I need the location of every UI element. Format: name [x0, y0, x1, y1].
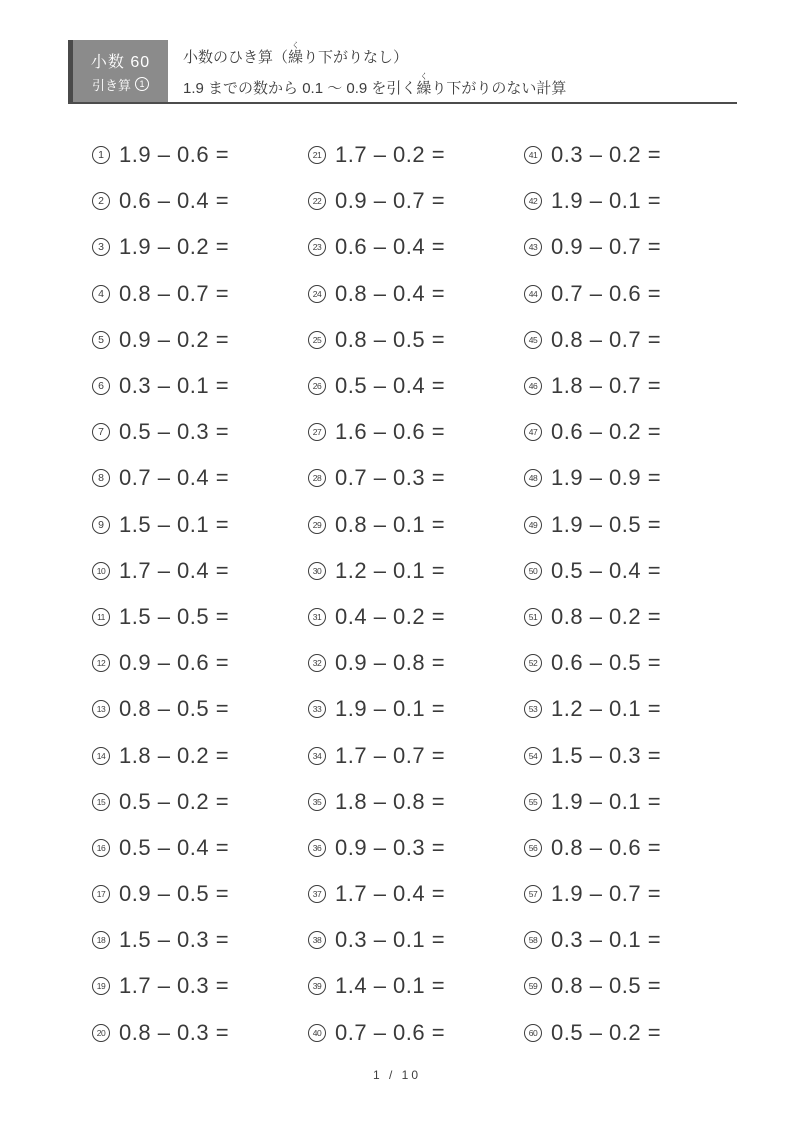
problem-expression: 1.5 – 0.5 = — [119, 603, 230, 629]
problem-expression: 1.9 – 0.2 = — [119, 234, 230, 260]
problem-number-badge: 56 — [524, 839, 542, 857]
problem-expression: 1.8 – 0.7 = — [551, 373, 662, 399]
problem-number-badge: 6 — [92, 377, 110, 395]
problem-row — [308, 132, 524, 178]
problem-expression: 1.9 – 0.5 = — [551, 511, 662, 537]
problem-number-badge: 54 — [524, 747, 542, 765]
problem-row — [308, 409, 524, 455]
problem-expression: 1.9 – 0.7 = — [551, 881, 662, 907]
problem-expression: 1.6 – 0.6 = — [335, 419, 446, 445]
problem-number-badge: 30 — [308, 562, 326, 580]
problem-number-badge: 53 — [524, 700, 542, 718]
problem-number-badge: 11 — [92, 608, 110, 626]
problem-number-badge: 13 — [92, 700, 110, 718]
problem-row — [308, 963, 524, 1009]
problem-row — [92, 594, 308, 640]
problem-row — [92, 224, 308, 270]
problem-number-badge: 7 — [92, 423, 110, 441]
problem-number-badge: 45 — [524, 331, 542, 349]
problem-number-badge: 34 — [308, 747, 326, 765]
problem-row — [92, 640, 308, 686]
problem-number-badge: 46 — [524, 377, 542, 395]
problem-row — [92, 455, 308, 501]
problem-expression: 0.8 – 0.5 = — [335, 326, 446, 352]
problem-expression: 0.8 – 0.4 = — [335, 280, 446, 306]
problem-row — [308, 779, 524, 825]
problem-row — [308, 825, 524, 871]
problem-number-badge: 28 — [308, 469, 326, 487]
problem-expression: 0.5 – 0.4 = — [119, 834, 230, 860]
problem-expression: 1.9 – 0.6 = — [119, 142, 230, 168]
problem-row — [524, 732, 740, 778]
problem-expression: 1.8 – 0.8 = — [335, 788, 446, 814]
problem-row — [92, 1010, 308, 1056]
problem-row — [524, 409, 740, 455]
problem-number-badge: 19 — [92, 977, 110, 995]
problem-expression: 0.7 – 0.6 = — [335, 1019, 446, 1045]
subtitle-furigana: く — [416, 72, 432, 81]
problem-number-badge: 43 — [524, 238, 542, 256]
problem-expression: 0.7 – 0.4 = — [119, 465, 230, 491]
problem-row — [524, 455, 740, 501]
problem-expression: 1.9 – 0.1 = — [551, 188, 662, 214]
badge-number-circle: 1 — [135, 77, 149, 91]
title-text-post: り下がりなし） — [303, 49, 409, 66]
problem-expression: 1.7 – 0.2 = — [335, 142, 446, 168]
problem-number-badge: 49 — [524, 516, 542, 534]
problem-row — [92, 178, 308, 224]
problem-row — [308, 732, 524, 778]
problem-expression: 0.8 – 0.6 = — [551, 834, 662, 860]
problem-row — [308, 317, 524, 363]
problem-expression: 1.7 – 0.4 = — [119, 557, 230, 583]
problem-expression: 0.8 – 0.5 = — [551, 973, 662, 999]
problem-expression: 0.3 – 0.1 = — [551, 927, 662, 953]
problem-number-badge: 9 — [92, 516, 110, 534]
problem-expression: 0.5 – 0.4 = — [551, 557, 662, 583]
problem-number-badge: 5 — [92, 331, 110, 349]
problem-row — [92, 271, 308, 317]
header-titles — [168, 40, 737, 102]
title-furigana: く — [288, 41, 304, 50]
problem-number-badge: 24 — [308, 285, 326, 303]
problem-number-badge: 41 — [524, 146, 542, 164]
problem-number-badge: 26 — [308, 377, 326, 395]
problem-row — [524, 548, 740, 594]
title-text-pre: 小数のひき算（ — [183, 49, 289, 66]
problem-expression: 0.9 – 0.7 = — [335, 188, 446, 214]
problem-number-badge: 18 — [92, 931, 110, 949]
problem-expression: 0.8 – 0.5 = — [119, 696, 230, 722]
problem-number-badge: 12 — [92, 654, 110, 672]
problem-number-badge: 44 — [524, 285, 542, 303]
problem-row — [524, 594, 740, 640]
problem-row — [308, 363, 524, 409]
problem-expression: 1.9 – 0.1 = — [335, 696, 446, 722]
problem-number-badge: 51 — [524, 608, 542, 626]
problem-row — [524, 271, 740, 317]
problem-row — [92, 363, 308, 409]
problem-expression: 0.6 – 0.2 = — [551, 419, 662, 445]
problem-number-badge: 32 — [308, 654, 326, 672]
problem-row — [524, 502, 740, 548]
problem-row — [92, 502, 308, 548]
worksheet-title — [183, 41, 737, 68]
problem-expression: 0.7 – 0.6 = — [551, 280, 662, 306]
problem-expression: 0.3 – 0.2 = — [551, 142, 662, 168]
subtitle-ruby-base: 繰 — [416, 80, 432, 97]
problem-number-badge: 50 — [524, 562, 542, 580]
problem-row — [524, 317, 740, 363]
title-ruby — [288, 41, 304, 66]
problem-row — [92, 132, 308, 178]
problem-expression: 1.4 – 0.1 = — [335, 973, 446, 999]
problem-number-badge: 3 — [92, 238, 110, 256]
title-ruby-base: 繰 — [288, 49, 304, 66]
problem-number-badge: 2 — [92, 192, 110, 210]
problem-row — [308, 548, 524, 594]
worksheet-badge — [68, 40, 168, 102]
worksheet-subtitle — [183, 72, 737, 99]
problem-expression: 0.6 – 0.4 = — [119, 188, 230, 214]
problem-row — [524, 779, 740, 825]
problem-expression: 0.8 – 0.1 = — [335, 511, 446, 537]
problem-row — [92, 732, 308, 778]
problem-number-badge: 14 — [92, 747, 110, 765]
problem-expression: 1.7 – 0.4 = — [335, 881, 446, 907]
problem-row — [308, 686, 524, 732]
problem-row — [308, 1010, 524, 1056]
problem-row — [524, 686, 740, 732]
problem-expression: 0.9 – 0.2 = — [119, 326, 230, 352]
problem-number-badge: 39 — [308, 977, 326, 995]
problem-row — [524, 363, 740, 409]
problem-expression: 0.6 – 0.4 = — [335, 234, 446, 260]
problem-number-badge: 48 — [524, 469, 542, 487]
subtitle-text-pre: 1.9 までの数から 0.1 〜 0.9 を引く — [183, 80, 417, 97]
problem-row — [308, 455, 524, 501]
problem-number-badge: 33 — [308, 700, 326, 718]
badge-category-label: 小数 60 — [90, 53, 151, 71]
problem-expression: 1.8 – 0.2 = — [119, 742, 230, 768]
problem-number-badge: 4 — [92, 285, 110, 303]
problem-row — [308, 640, 524, 686]
problem-expression: 1.5 – 0.3 = — [551, 742, 662, 768]
problem-number-badge: 52 — [524, 654, 542, 672]
problems-grid — [92, 132, 740, 1056]
problem-number-badge: 36 — [308, 839, 326, 857]
problem-number-badge: 20 — [92, 1024, 110, 1042]
problem-row — [92, 825, 308, 871]
problem-row — [92, 963, 308, 1009]
problem-expression: 0.9 – 0.7 = — [551, 234, 662, 260]
problem-expression: 0.9 – 0.6 = — [119, 650, 230, 676]
problem-row — [308, 271, 524, 317]
problem-expression: 0.8 – 0.7 = — [551, 326, 662, 352]
problem-number-badge: 35 — [308, 793, 326, 811]
problem-number-badge: 15 — [92, 793, 110, 811]
problem-expression: 0.9 – 0.3 = — [335, 834, 446, 860]
problem-number-badge: 27 — [308, 423, 326, 441]
problem-row — [524, 640, 740, 686]
problem-row — [308, 917, 524, 963]
problem-expression: 1.2 – 0.1 = — [551, 696, 662, 722]
problem-row — [92, 317, 308, 363]
problem-expression: 0.5 – 0.3 = — [119, 419, 230, 445]
problem-row — [92, 871, 308, 917]
problem-expression: 1.5 – 0.1 = — [119, 511, 230, 537]
problem-expression: 0.8 – 0.7 = — [119, 280, 230, 306]
problem-number-badge: 55 — [524, 793, 542, 811]
badge-subcategory — [92, 75, 149, 94]
problem-expression: 1.7 – 0.3 = — [119, 973, 230, 999]
problem-row — [524, 917, 740, 963]
problem-number-badge: 59 — [524, 977, 542, 995]
problem-number-badge: 37 — [308, 885, 326, 903]
problem-number-badge: 38 — [308, 931, 326, 949]
problem-number-badge: 21 — [308, 146, 326, 164]
problem-number-badge: 29 — [308, 516, 326, 534]
problem-row — [524, 871, 740, 917]
problem-number-badge: 58 — [524, 931, 542, 949]
problem-number-badge: 1 — [92, 146, 110, 164]
problem-number-badge: 17 — [92, 885, 110, 903]
problem-row — [92, 686, 308, 732]
problem-number-badge: 23 — [308, 238, 326, 256]
problem-number-badge: 10 — [92, 562, 110, 580]
problem-expression: 1.9 – 0.9 = — [551, 465, 662, 491]
problem-number-badge: 40 — [308, 1024, 326, 1042]
problem-number-badge: 47 — [524, 423, 542, 441]
badge-subcategory-label: 引き算 — [91, 77, 131, 93]
problem-number-badge: 16 — [92, 839, 110, 857]
problem-row — [524, 224, 740, 270]
problem-expression: 1.7 – 0.7 = — [335, 742, 446, 768]
problem-expression: 1.2 – 0.1 = — [335, 557, 446, 583]
problem-expression: 0.7 – 0.3 = — [335, 465, 446, 491]
problem-number-badge: 22 — [308, 192, 326, 210]
problem-expression: 0.6 – 0.5 = — [551, 650, 662, 676]
problem-expression: 1.9 – 0.1 = — [551, 788, 662, 814]
problem-expression: 0.9 – 0.8 = — [335, 650, 446, 676]
problem-row — [524, 825, 740, 871]
problem-expression: 0.3 – 0.1 = — [119, 373, 230, 399]
problem-expression: 0.5 – 0.4 = — [335, 373, 446, 399]
problem-row — [308, 594, 524, 640]
problem-row — [308, 178, 524, 224]
worksheet-header — [68, 40, 737, 104]
problem-number-badge: 25 — [308, 331, 326, 349]
problem-expression: 0.8 – 0.2 = — [551, 603, 662, 629]
problem-row — [524, 963, 740, 1009]
problem-row — [92, 409, 308, 455]
problem-expression: 0.9 – 0.5 = — [119, 881, 230, 907]
problem-row — [92, 779, 308, 825]
problem-number-badge: 57 — [524, 885, 542, 903]
problem-row — [92, 917, 308, 963]
problem-number-badge: 8 — [92, 469, 110, 487]
problem-expression: 0.4 – 0.2 = — [335, 603, 446, 629]
subtitle-ruby — [416, 72, 432, 97]
problem-expression: 0.3 – 0.1 = — [335, 927, 446, 953]
problem-expression: 0.5 – 0.2 = — [119, 788, 230, 814]
page-number: 1 / 10 — [372, 1068, 422, 1082]
problem-expression: 1.5 – 0.3 = — [119, 927, 230, 953]
problem-number-badge: 60 — [524, 1024, 542, 1042]
subtitle-text-post: り下がりのない計算 — [431, 80, 567, 97]
problem-expression: 0.8 – 0.3 = — [119, 1019, 230, 1045]
problem-row — [308, 871, 524, 917]
problem-number-badge: 31 — [308, 608, 326, 626]
problem-row — [92, 548, 308, 594]
problem-row — [524, 178, 740, 224]
problem-expression: 0.5 – 0.2 = — [551, 1019, 662, 1045]
problem-number-badge: 42 — [524, 192, 542, 210]
problem-row — [524, 1010, 740, 1056]
problem-row — [524, 132, 740, 178]
problem-row — [308, 224, 524, 270]
problem-row — [308, 502, 524, 548]
